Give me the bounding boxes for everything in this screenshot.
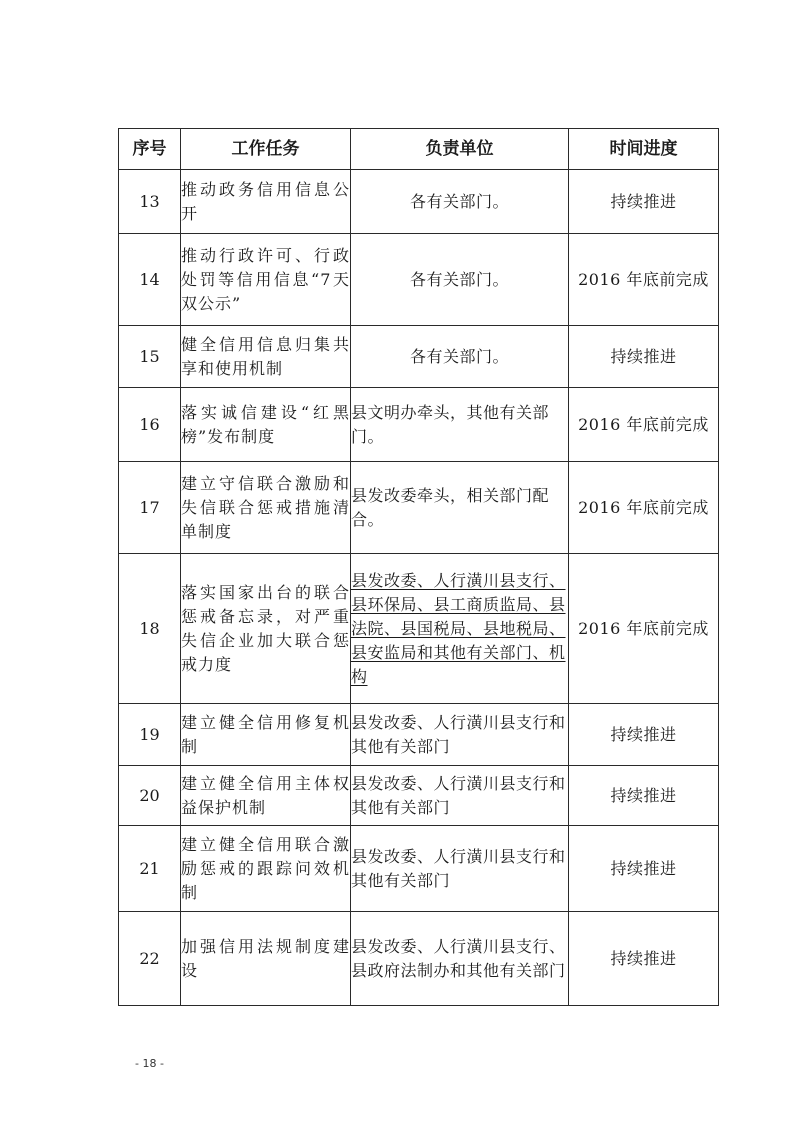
header-task: 工作任务	[181, 129, 351, 170]
header-time: 时间进度	[569, 129, 719, 170]
row-task: 建立健全信用联合激励惩戒的跟踪问效机制	[181, 826, 351, 912]
row-task: 推动政务信用信息公开	[181, 170, 351, 234]
row-num: 20	[119, 766, 181, 826]
table-row	[119, 234, 719, 326]
row-task: 建立守信联合激励和失信联合惩戒措施清单制度	[181, 462, 351, 554]
table-row	[119, 462, 719, 554]
table-row	[119, 912, 719, 1006]
row-time: 持续推进	[569, 766, 719, 826]
row-time: 2016 年底前完成	[569, 462, 719, 554]
row-num: 21	[119, 826, 181, 912]
row-task: 健全信用信息归集共享和使用机制	[181, 326, 351, 388]
row-unit: 县发改委、人行潢川县支行和其他有关部门	[351, 766, 569, 826]
row-unit: 县发改委、人行潢川县支行和其他有关部门	[351, 704, 569, 766]
row-time: 持续推进	[569, 912, 719, 1006]
table-row	[119, 766, 719, 826]
row-time: 2016 年底前完成	[569, 234, 719, 326]
row-task: 加强信用法规制度建设	[181, 912, 351, 1006]
table-row	[119, 388, 719, 462]
row-time: 2016 年底前完成	[569, 388, 719, 462]
row-time: 2016 年底前完成	[569, 554, 719, 704]
row-num: 14	[119, 234, 181, 326]
row-unit: 各有关部门。	[351, 234, 569, 326]
table-header-row	[119, 129, 719, 170]
row-task: 建立健全信用主体权益保护机制	[181, 766, 351, 826]
row-time: 持续推进	[569, 704, 719, 766]
row-task: 落实国家出台的联合惩戒备忘录，对严重失信企业加大联合惩戒力度	[181, 554, 351, 704]
row-unit: 县发改委牵头，相关部门配合。	[351, 462, 569, 554]
row-num: 18	[119, 554, 181, 704]
row-unit: 县发改委、人行潢川县支行、县政府法制办和其他有关部门	[351, 912, 569, 1006]
table-row	[119, 704, 719, 766]
table-row	[119, 826, 719, 912]
row-num: 17	[119, 462, 181, 554]
row-num: 22	[119, 912, 181, 1006]
table-row	[119, 170, 719, 234]
row-num: 16	[119, 388, 181, 462]
header-num: 序号	[119, 129, 181, 170]
table-row	[119, 326, 719, 388]
row-unit: 县文明办牵头，其他有关部门。	[351, 388, 569, 462]
table-row	[119, 554, 719, 704]
row-time: 持续推进	[569, 826, 719, 912]
row-unit: 各有关部门。	[351, 326, 569, 388]
task-table	[118, 128, 719, 1006]
row-unit: 县发改委、人行潢川县支行和其他有关部门	[351, 826, 569, 912]
row-task: 落实诚信建设“红黑榜”发布制度	[181, 388, 351, 462]
row-num: 19	[119, 704, 181, 766]
row-unit: 县发改委、人行潢川县支行、县环保局、县工商质监局、县法院、县国税局、县地税局、县安监局和其他有关部门、机构	[351, 554, 569, 704]
row-unit: 各有关部门。	[351, 170, 569, 234]
row-num: 15	[119, 326, 181, 388]
header-unit: 负责单位	[351, 129, 569, 170]
page-number: - 18 -	[135, 1057, 164, 1070]
row-time: 持续推进	[569, 170, 719, 234]
row-task: 推动行政许可、行政处罚等信用信息“7天双公示”	[181, 234, 351, 326]
row-num: 13	[119, 170, 181, 234]
row-time: 持续推进	[569, 326, 719, 388]
row-task: 建立健全信用修复机制	[181, 704, 351, 766]
